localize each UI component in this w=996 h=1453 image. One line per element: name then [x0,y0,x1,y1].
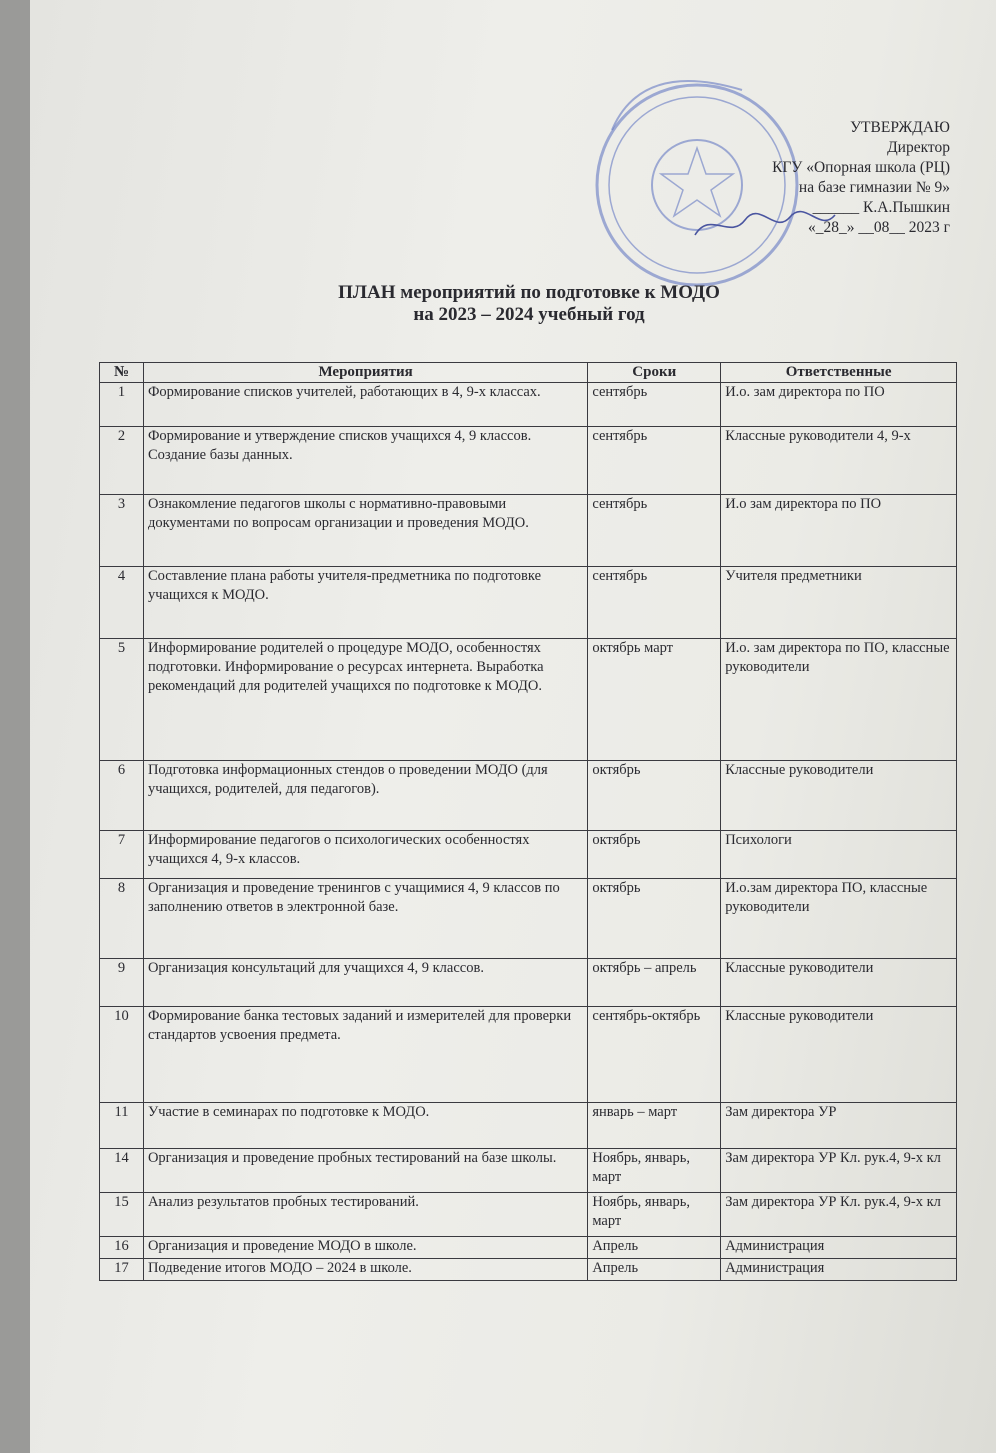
table-row [100,383,957,427]
table-row [100,495,957,567]
row-term: Ноябрь, январь, март [588,1149,721,1193]
header-number: № [100,363,144,383]
row-term: Апрель [588,1259,721,1281]
row-responsible: Учителя предметники [721,567,957,639]
row-responsible: Классные руководители 4, 9-х [721,427,957,495]
row-number: 16 [100,1237,144,1259]
table-row [100,1103,957,1149]
approval-organization-line2: на базе гимназии № 9» [798,179,950,196]
row-term: январь – март [588,1103,721,1149]
row-event: Организация и проведение тренингов с учащимися 4, 9 классов по заполнению ответов в электронной базе. [143,879,587,959]
row-responsible: Классные руководители [721,1007,957,1103]
header-terms: Сроки [588,363,721,383]
row-term: октябрь [588,761,721,831]
row-responsible: И.о. зам директора по ПО, классные руководители [721,639,957,761]
table-row [100,831,957,879]
row-event: Участие в семинарах по подготовке к МОДО. [143,1103,587,1149]
row-event: Организация консультаций для учащихся 4, 9 классов. [143,959,587,1007]
row-number: 7 [100,831,144,879]
table-row [100,1237,957,1259]
table-row [100,1259,957,1281]
row-term: Ноябрь, январь, март [588,1193,721,1237]
title-line-1: ПЛАН мероприятий по подготовке к МОДО [338,282,720,303]
title-line-2: на 2023 – 2024 учебный год [413,304,645,325]
row-term: октябрь – апрель [588,959,721,1007]
row-number: 5 [100,639,144,761]
table-row [100,959,957,1007]
row-event: Анализ результатов пробных тестирований. [143,1193,587,1237]
row-number: 9 [100,959,144,1007]
row-responsible: Зам директора УР Кл. рук.4, 9-х кл [721,1149,957,1193]
row-responsible: Зам директора УР [721,1103,957,1149]
row-number: 3 [100,495,144,567]
approval-block [772,118,950,238]
row-responsible: Администрация [721,1259,957,1281]
header-events: Мероприятия [143,363,587,383]
row-number: 2 [100,427,144,495]
row-term: сентябрь [588,495,721,567]
row-number: 8 [100,879,144,959]
row-term: октябрь [588,831,721,879]
table-row [100,1149,957,1193]
row-term: сентябрь [588,383,721,427]
row-event: Информирование родителей о процедуре МОДО, особенностях подготовки. Информирование о ресурсах интернета. Выработка рекомендаций для родителей учащихся по подготовке к МОДО. [143,639,587,761]
row-responsible: Администрация [721,1237,957,1259]
row-event: Формирование списков учителей, работающих в 4, 9-х классах. [143,383,587,427]
header-responsible: Ответственные [721,363,957,383]
row-term: сентябрь-октябрь [588,1007,721,1103]
approval-signatory: ______ К.А.Пышкин [812,199,950,216]
row-responsible: Классные руководители [721,761,957,831]
table-header-row [100,363,957,383]
table-row [100,761,957,831]
table-row [100,567,957,639]
row-term: октябрь [588,879,721,959]
table-row [100,1193,957,1237]
row-responsible: И.о зам директора по ПО [721,495,957,567]
row-term: октябрь март [588,639,721,761]
row-term: сентябрь [588,427,721,495]
row-event: Формирование банка тестовых заданий и измерителей для проверки стандартов усвоения предмета. [143,1007,587,1103]
row-number: 14 [100,1149,144,1193]
row-number: 15 [100,1193,144,1237]
row-event: Формирование и утверждение списков учащихся 4, 9 классов. Создание базы данных. [143,427,587,495]
approval-date: «_28_» __08__ 2023 г [808,219,950,236]
approval-organization: КГУ «Опорная школа (РЦ) [772,159,950,176]
row-number: 17 [100,1259,144,1281]
row-event: Подготовка информационных стендов о проведении МОДО (для учащихся, родителей, для педагогов). [143,761,587,831]
row-number: 10 [100,1007,144,1103]
row-number: 6 [100,761,144,831]
row-term: сентябрь [588,567,721,639]
row-event: Информирование педагогов о психологических особенностях учащихся 4, 9-х классов. [143,831,587,879]
row-event: Подведение итогов МОДО – 2024 в школе. [143,1259,587,1281]
approval-heading: УТВЕРЖДАЮ [850,119,950,136]
plan-table [99,362,957,1281]
row-event: Организация и проведение пробных тестирований на базе школы. [143,1149,587,1193]
page-title [100,282,958,326]
row-responsible: Зам директора УР Кл. рук.4, 9-х кл [721,1193,957,1237]
table-row [100,639,957,761]
row-responsible: И.о.зам директора ПО, классные руководители [721,879,957,959]
row-number: 11 [100,1103,144,1149]
row-responsible: Классные руководители [721,959,957,1007]
row-number: 1 [100,383,144,427]
row-responsible: Психологи [721,831,957,879]
row-event: Составление плана работы учителя-предметника по подготовке учащихся к МОДО. [143,567,587,639]
row-number: 4 [100,567,144,639]
row-responsible: И.о. зам директора по ПО [721,383,957,427]
table-row [100,879,957,959]
table-row [100,1007,957,1103]
row-event: Ознакомление педагогов школы с нормативно-правовыми документами по вопросам организации и проведения МОДО. [143,495,587,567]
row-event: Организация и проведение МОДО в школе. [143,1237,587,1259]
approval-position: Директор [887,139,950,156]
table-row [100,427,957,495]
row-term: Апрель [588,1237,721,1259]
